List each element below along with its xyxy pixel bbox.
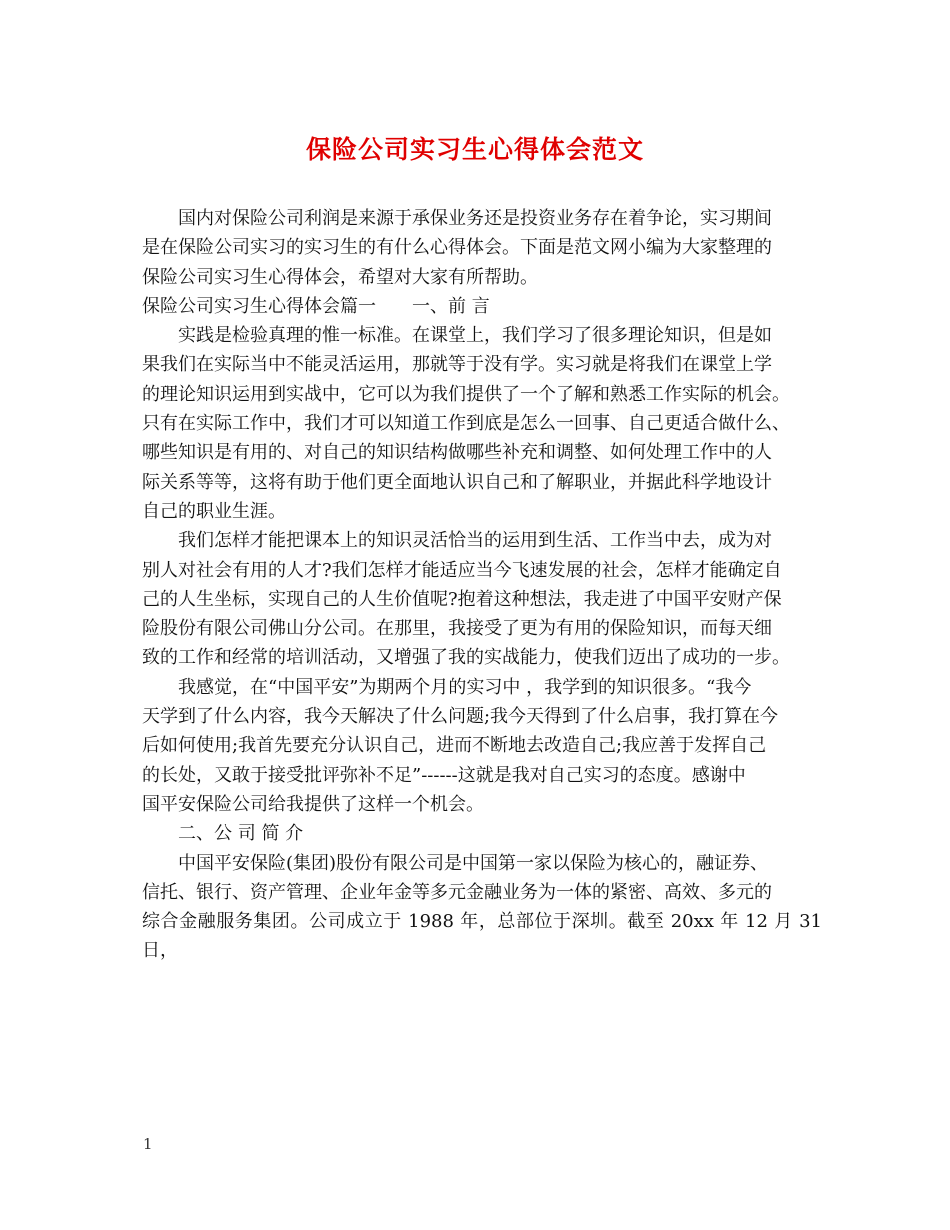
paragraph-line: 的理论知识运用到实战中，它可以为我们提供了一个了解和熟悉工作实际的机会。: [142, 383, 790, 405]
paragraph-line: 是在保险公司实习的实习生的有什么心得体会。下面是范文网小编为大家整理的: [142, 237, 772, 259]
paragraph-line: 别人对社会有用的人才?我们怎样才能适应当今飞速发展的社会，怎样才能确定自: [142, 559, 782, 581]
paragraph-section-heading-2: [142, 819, 822, 848]
paragraph-section-heading-1: [142, 292, 822, 321]
paragraph-line: 中国平安保险(集团)股份有限公司是中国第一家以保险为核心的，融证券、: [178, 852, 769, 874]
paragraph-line: 的长处，又敢于接受批评弥补不足”------这就是我对自己实习的态度。感谢中: [142, 764, 746, 786]
paragraph-line: 我感觉，在“中国平安”为期两个月的实习中 ，我学到的知识很多。“我今: [178, 676, 752, 698]
paragraph-line: 险股份有限公司佛山分公司。在那里，我接受了更为有用的保险知识，而每天细: [142, 618, 772, 640]
paragraph-para-feel: [142, 673, 822, 819]
document-title: 保险公司实习生心得体会范文: [305, 135, 644, 164]
paragraph-line: 己的人生坐标，实现自己的人生价值呢?抱着这种想法，我走进了中国平安财产保: [142, 588, 782, 610]
paragraph-line: 只有在实际工作中，我们才可以知道工作到底是怎么一回事、自己更适合做什么、: [142, 413, 790, 435]
paragraph-line: 天学到了什么内容，我今天解决了什么问题;我今天得到了什么启事，我打算在今: [142, 706, 779, 728]
page-number: 1: [143, 1135, 153, 1153]
paragraph-line: 我们怎样才能把课本上的知识灵活恰当的运用到生活、工作当中去，成为对: [178, 530, 772, 552]
paragraph-line: 保险公司实习生心得体会，希望对大家有所帮助。: [142, 266, 538, 288]
document-body: [142, 204, 822, 966]
paragraph-intro: [142, 204, 822, 292]
paragraph-line: 综合金融服务集团。公司成立于 1988 年，总部位于深圳。截至 20xx 年 12 月 31 日，: [142, 911, 822, 962]
paragraph-line: 致的工作和经常的培训活动，又增强了我的实战能力，使我们迈出了成功的一步。: [142, 647, 790, 669]
paragraph-line: 果我们在实际当中不能灵活运用，那就等于没有学。实习就是将我们在课堂上学: [142, 354, 772, 376]
paragraph-line: 保险公司实习生心得体会篇一 一、前 言: [142, 295, 490, 317]
paragraph-line: 国平安保险公司给我提供了这样一个机会。: [142, 793, 484, 815]
paragraph-line: 自己的职业生涯。: [142, 500, 286, 522]
paragraph-line: 哪些知识是有用的、对自己的知识结构做哪些补充和调整、如何处理工作中的人: [142, 442, 772, 464]
paragraph-line: 信托、银行、资产管理、企业年金等多元金融业务为一体的紧密、高效、多元的: [142, 881, 772, 903]
paragraph-line: 后如何使用;我首先要充分认识自己，进而不断地去改造自己;我应善于发挥自己: [142, 735, 767, 757]
paragraph-para-how: [142, 526, 822, 672]
paragraph-para-practice: [142, 321, 822, 526]
paragraph-para-company: [142, 849, 822, 966]
paragraph-line: 际关系等等，这将有助于他们更全面地认识自己和了解职业，并据此科学地设计: [142, 471, 772, 493]
paragraph-line: 二、公 司 简 介: [178, 823, 304, 845]
paragraph-line: 国内对保险公司利润是来源于承保业务还是投资业务存在着争论，实习期间: [178, 208, 772, 229]
paragraph-line: 实践是检验真理的惟一标准。在课堂上，我们学习了很多理论知识，但是如: [178, 325, 772, 347]
